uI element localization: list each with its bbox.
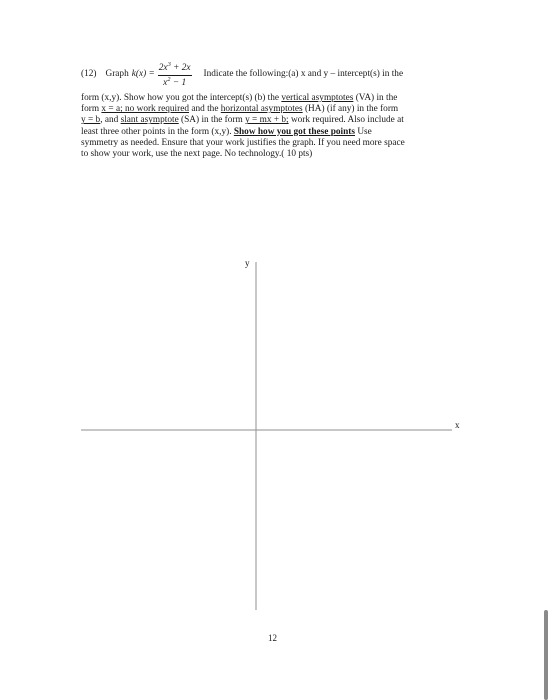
graph-label: Graph <box>105 69 129 80</box>
y-axis-label: y <box>245 258 250 268</box>
numerator-term-b: + 2x <box>170 62 191 73</box>
problem-line-2 <box>81 93 476 104</box>
fraction-denominator <box>163 76 186 89</box>
problem-line-5 <box>81 127 476 138</box>
line4-text-c: work required. Also include at <box>288 115 404 126</box>
vertical-asymptotes-text: vertical asymptotes <box>281 93 354 103</box>
sa-form-text: y = mx + b; <box>245 115 289 126</box>
denominator-term-a: x <box>163 77 168 88</box>
x-axis-label: x <box>455 420 460 430</box>
denominator-term-b: − 1 <box>170 77 187 88</box>
problem-line-3 <box>81 104 476 115</box>
problem-number: (12) <box>81 69 97 80</box>
scrollbar[interactable] <box>543 0 551 700</box>
va-form-text: x = a; no work required <box>101 104 190 115</box>
line3-text-a: form <box>81 104 102 115</box>
line2-text-a: form (x,y). Show how you got the intercept(s) (b) the <box>81 93 282 103</box>
problem-intro: Indicate the following:(a) x and y – intercept(s) in the <box>203 69 404 80</box>
fraction-numerator <box>158 62 192 76</box>
problem-12 <box>81 58 476 160</box>
line3-text-b: and the <box>189 104 221 115</box>
function-fraction <box>158 62 192 89</box>
numerator-exponent: 3 <box>167 60 171 68</box>
function-lhs: k(x) = <box>131 69 155 80</box>
line4-text-a: , and <box>100 115 121 126</box>
line5-text-a: least three other points in the form (x,y). <box>81 126 234 137</box>
line4-text-b: (SA) in the form <box>178 115 246 126</box>
problem-line-4 <box>81 115 476 126</box>
problem-line-6: symmetry as needed. Ensure that your work justifies the graph. If you need more space <box>81 137 405 148</box>
line3-text-c: (HA) (if any) in the form <box>302 104 399 115</box>
slant-asymptote-text: slant asymptote <box>120 115 179 126</box>
horizontal-asymptotes-text: horizontal asymptotes <box>220 104 303 115</box>
line2-text-b: (VA) in the <box>353 93 398 103</box>
problem-line-7: to show your work, use the next page. No technology.( 10 pts) <box>81 149 313 160</box>
scrollbar-thumb[interactable] <box>544 610 548 700</box>
numerator-term-a: 2x <box>158 62 168 73</box>
ha-form-text: y = b <box>81 115 101 126</box>
function-expression <box>129 62 194 89</box>
page-number: 12 <box>268 633 277 643</box>
show-points-emphasis: Show how you got these points <box>233 126 355 137</box>
denominator-exponent: 2 <box>167 75 171 83</box>
problem-header-line <box>81 58 476 92</box>
line5-text-b: Use <box>355 126 372 137</box>
problem-body <box>81 93 476 160</box>
